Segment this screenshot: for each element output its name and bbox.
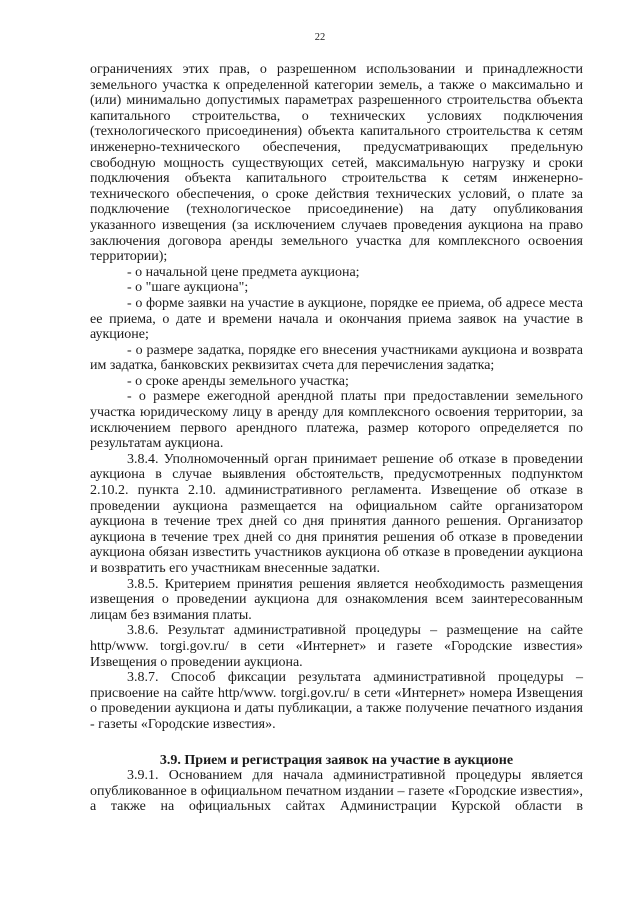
paragraph-3-8-7: 3.8.7. Способ фиксации результата административной процедуры – присвоение на сайте http/www. torgi.gov.ru/ в сети «Интернет» номера Извещения о проведении аукциона и даты публикации, а также получение печатного издания - газеты «Городские известия».	[90, 670, 583, 732]
list-item-initial-price: - о начальной цене предмета аукциона;	[127, 264, 360, 280]
list-item-auction-step: - о "шаге аукциона";	[127, 280, 249, 296]
paragraph-3-8-4: 3.8.4. Уполномоченный орган принимает решение об отказе в проведении аукциона в случае выявления обстоятельств, предусмотренных подпунктом 2.10.2. пункта 2.10. административного регламента. Извещение об отказе в проведении аукциона размещается на официальном сайте организатором аукциона в течение трех дней со дня принятия данного решения. Организатор аукциона в течение трех дней со дня принятия решения об отказе в проведении аукциона обязан известить участников аукциона об отказе в проведении аукциона и возвратить его участникам внесенные задатки.	[90, 451, 583, 576]
document-body	[90, 62, 583, 815]
paragraph-continuation: ограничениях этих прав, о разрешенном использовании и принадлежности земельного участка к определенной категории земель, а также о максимально и (или) минимально допустимых параметрах разрешенного строительства объекта капитального строительства, о технических условиях подключения (технологического присоединения) объекта капитального строительства к сетям инженерно-технического обеспечения, предусматривающих предельную свободную мощность существующих сетей, максимальную нагрузку и сроки подключения объекта капитального строительства к сетям инженерно-технического обеспечения, о сроке действия технических условий, о плате за подключение (технологическое присоединение) на дату опубликования указанного извещения (за исключением случаев проведения аукциона на право заключения договора аренды земельного участка для комплексного освоения территории);	[90, 62, 583, 265]
list-item-application-form: - о форме заявки на участие в аукционе, порядке ее приема, об адресе места ее приема, о дате и времени начала и окончания приема заявок на участие в аукционе;	[90, 295, 583, 343]
list-item-lease-term: - о сроке аренды земельного участка;	[127, 373, 349, 389]
page-number: 22	[314, 32, 326, 43]
section-heading: 3.9. Прием и регистрация заявок на участие в аукционе	[159, 752, 514, 768]
list-item-deposit: - о размере задатка, порядке его внесения участниками аукциона и возврата им задатка, банковских реквизитах счета для перечисления задатка;	[90, 342, 583, 374]
paragraph-3-9-1: 3.9.1. Основанием для начала административной процедуры является опубликованное в официальном печатном издании – газете «Городские известия», а также на официальных сайтах Администрации Курской области в	[90, 768, 583, 815]
paragraph-3-8-6: 3.8.6. Результат административной процедуры – размещение на сайте http/www. torgi.gov.ru/ в сети «Интернет» и газете «Городские известия» Извещения о проведении аукциона.	[90, 623, 583, 670]
list-item-annual-rent: - о размере ежегодной арендной платы при предоставлении земельного участка юридическому лицу в аренду для комплексного освоения территории, за исключением первого арендного платежа, размер которого определяется по результатам аукциона.	[90, 389, 583, 452]
paragraph-3-8-5: 3.8.5. Критерием принятия решения является необходимость размещения извещения о проведении аукциона для ознакомления всем заинтересованным лицам без взимания платы.	[90, 576, 583, 623]
